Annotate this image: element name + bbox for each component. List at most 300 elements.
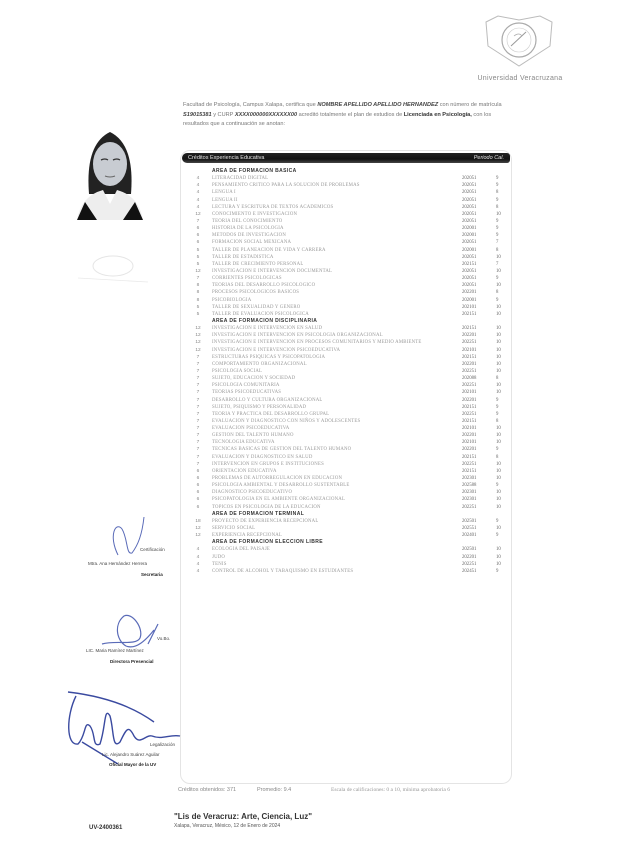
course-name: TALLER DE ESTADISTICA: [212, 254, 274, 260]
course-period: 202201: [462, 554, 477, 560]
course-period: 202051: [462, 283, 477, 289]
area-heading: AREA DE FORMACION TERMINAL: [212, 510, 305, 517]
course-grade: 10: [496, 333, 501, 339]
course-credits: 4: [196, 190, 200, 196]
course-name: TECNICAS BASICAS DE GESTION DEL TALENTO HUMANO: [212, 447, 352, 453]
course-credits: 7: [196, 461, 200, 467]
course-name: PSICOPATOLOGIA EN EL AMBIENTE ORGANIZACIONAL: [212, 497, 346, 503]
course-name: INVESTIGACION E INTERVENCION EN PSICOLOGIA ORGANIZACIONAL: [212, 333, 383, 339]
course-name: TECNOLOGIA EDUCATIVA: [212, 440, 275, 446]
course-period: 202401: [462, 533, 477, 539]
course-row: [190, 561, 506, 568]
course-row: [190, 254, 506, 261]
course-name: GESTION DEL TALENTO HUMANO: [212, 433, 294, 439]
course-grade: 9: [496, 276, 499, 282]
course-credits: 7: [196, 418, 200, 424]
course-row: [190, 325, 506, 332]
course-row: [190, 496, 506, 503]
course-credits: 7: [196, 218, 200, 224]
course-row: [190, 268, 506, 275]
course-grade: 10: [496, 526, 501, 532]
signature-role: Legalización: [150, 742, 176, 747]
course-name: LECTURA Y ESCRITURA DE TEXTOS ACADEMICOS: [212, 204, 334, 210]
course-credits: 5: [196, 247, 200, 253]
course-name: PSICOLOGIA COMUNITARIA: [212, 383, 280, 389]
course-credits: 6: [196, 504, 200, 510]
course-row: [190, 411, 506, 418]
course-grade: 9: [496, 397, 499, 403]
course-period: 202051: [462, 211, 477, 217]
course-row: [190, 332, 506, 339]
course-row: [190, 404, 506, 411]
course-credits: 4: [196, 204, 200, 210]
intro-text: con los resultados que a continuación se anotan:: [183, 111, 492, 127]
course-credits: 12: [195, 211, 201, 217]
course-name: TALLER DE CRECIMIENTO PERSONAL: [212, 261, 304, 267]
area-heading: AREA DE FORMACION DISCIPLINARIA: [212, 317, 318, 324]
course-grade: 8: [496, 247, 499, 253]
university-motto: "Lis de Veracruz: Arte, Ciencia, Luz": [174, 812, 312, 821]
course-row: [190, 347, 506, 354]
course-credits: 8: [196, 290, 200, 296]
course-credits: 8: [196, 283, 200, 289]
signer-title: Secretaria: [141, 572, 163, 577]
course-row: [190, 375, 506, 382]
course-period: 202051: [462, 240, 477, 246]
course-grade: 9: [496, 183, 499, 189]
student-matricula: S19015381: [183, 111, 212, 118]
intro-text: acreditó totalmente el plan de estudios de: [298, 111, 403, 118]
course-credits: 12: [195, 340, 201, 346]
course-credits: 5: [196, 254, 200, 260]
course-credits: 12: [195, 333, 201, 339]
grade-average: Promedio: 9.4: [257, 787, 292, 793]
course-credits: 6: [196, 233, 200, 239]
course-period: 202201: [462, 433, 477, 439]
course-row: [190, 282, 506, 289]
course-period: 202251: [462, 368, 477, 374]
course-row: [190, 389, 506, 396]
course-grade: 9: [496, 518, 499, 524]
course-period: 202201: [462, 397, 477, 403]
course-grade: 10: [496, 426, 501, 432]
student-name: NOMBRE APELLIDO APELLIDO HERNANDEZ: [317, 102, 439, 108]
course-credits: 12: [195, 326, 201, 332]
course-row: [190, 361, 506, 368]
course-credits: 6: [196, 490, 200, 496]
course-name: SERVICIO SOCIAL: [212, 526, 256, 532]
course-period: 202151: [462, 311, 477, 317]
course-credits: 18: [195, 518, 201, 524]
course-row: [190, 232, 506, 239]
course-period: 202451: [462, 568, 477, 574]
course-credits: 4: [196, 561, 200, 567]
course-grade: 10: [496, 268, 501, 274]
course-row: [190, 275, 506, 282]
course-credits: 5: [196, 261, 200, 267]
course-period: 202151: [462, 418, 477, 424]
course-name: LENGUA I: [212, 190, 236, 196]
university-name: Universidad Veracruzana: [477, 75, 563, 82]
course-period: 202101: [462, 347, 477, 353]
course-row: [190, 211, 506, 218]
course-period: 202301: [462, 497, 477, 503]
course-period: 202051: [462, 183, 477, 189]
course-credits: 7: [196, 368, 200, 374]
credits-obtained: Créditos obtenidos: 371: [178, 787, 237, 793]
course-grade: 10: [496, 561, 501, 567]
course-period: 202201: [462, 447, 477, 453]
area-heading-row: [190, 168, 506, 175]
course-credits: 12: [195, 526, 201, 532]
course-period: 202101: [462, 426, 477, 432]
course-name: SUJETO, PSIQUISMO Y PERSONALIDAD: [212, 404, 307, 410]
course-name: ECOLOGIA DEL PAISAJE: [212, 547, 271, 553]
header-credits-course: Créditos Experiencia Educativa: [188, 155, 265, 161]
course-grade: 9: [496, 411, 499, 417]
course-name: HISTORIA DE LA PSICOLOGIA: [212, 226, 284, 232]
course-period: 202051: [462, 276, 477, 282]
course-credits: 6: [196, 476, 200, 482]
signer-title: Oficial Mayor de la UV: [109, 762, 157, 767]
course-grade: 10: [496, 361, 501, 367]
course-grade: 8: [496, 204, 499, 210]
intro-text: Facultad de Psicología, Campus Xalapa, certifica que: [183, 102, 316, 108]
course-period: 202151: [462, 326, 477, 332]
course-period: 202151: [462, 404, 477, 410]
course-name: TALLER DE SEXUALIDAD Y GENERO: [212, 304, 301, 310]
course-name: SUJETO, EDUCACION Y SOCIEDAD: [212, 376, 296, 382]
course-row: [190, 239, 506, 246]
student-curp: XXXX000000XXXXXX00: [234, 111, 298, 118]
course-credits: 7: [196, 361, 200, 367]
intro-text: y CURP: [213, 111, 234, 118]
area-heading-row: [190, 511, 506, 518]
course-name: INVESTIGACION E INTERVENCION EN SALUD: [212, 326, 323, 332]
course-name: INVESTIGACION E INTERVENCION PSICOEDUCATIVA: [212, 347, 341, 353]
course-grade: 10: [496, 504, 501, 510]
course-name: TENIS: [212, 561, 227, 567]
course-name: PROCESOS PSICOLOGICOS BASICOS: [212, 290, 300, 296]
course-period: 202251: [462, 383, 477, 389]
course-grade: 10: [496, 490, 501, 496]
course-row: [190, 175, 506, 182]
course-period: 202051: [462, 190, 477, 196]
course-name: EVALUACION Y DIAGNOSTICO EN SALUD: [212, 454, 313, 460]
course-grade: 10: [496, 433, 501, 439]
course-credits: 7: [196, 354, 200, 360]
course-credits: 12: [195, 268, 201, 274]
course-grade: 7: [496, 240, 499, 246]
signature-directora: [96, 610, 166, 652]
course-period: 202501: [462, 547, 477, 553]
course-grade: 9: [496, 483, 499, 489]
course-name: METODOS DE INVESTIGACION: [212, 233, 286, 239]
course-row: [190, 382, 506, 389]
course-row: [190, 182, 506, 189]
course-period: 202001: [462, 233, 477, 239]
course-row: [190, 304, 506, 311]
course-grade: 10: [496, 383, 501, 389]
area-heading-row: [190, 318, 506, 325]
area-heading: AREA DE FORMACION BASICA: [212, 168, 297, 174]
course-row: [190, 432, 506, 439]
course-row: [190, 489, 506, 496]
course-name: INVESTIGACION E INTERVENCION DOCUMENTAL: [212, 268, 333, 274]
course-period: 202088: [462, 376, 477, 382]
course-credits: 4: [196, 547, 200, 553]
course-period: 202251: [462, 411, 477, 417]
signer-name: Mtra. Ana Hernández Herrera: [88, 561, 148, 566]
course-name: COMPORTAMIENTO ORGANIZACIONAL: [212, 361, 307, 367]
course-name: INTERVENCION EN GRUPOS E INSTITUCIONES: [212, 461, 324, 467]
course-grade: 9: [496, 233, 499, 239]
course-name: DESARROLLO Y CULTURA ORGANIZACIONAL: [212, 397, 323, 403]
course-grade: 10: [496, 461, 501, 467]
course-row: [190, 189, 506, 196]
course-credits: 6: [196, 497, 200, 503]
course-grade: 10: [496, 354, 501, 360]
course-period: 202301: [462, 476, 477, 482]
course-row: [190, 475, 506, 482]
course-credits: 6: [196, 240, 200, 246]
course-grade: 10: [496, 547, 501, 553]
course-grade: 10: [496, 304, 501, 310]
course-credits: 5: [196, 304, 200, 310]
course-credits: 7: [196, 390, 200, 396]
course-period: 202588: [462, 483, 477, 489]
course-row: [190, 482, 506, 489]
course-period: 202551: [462, 526, 477, 532]
course-period: 202051: [462, 197, 477, 203]
course-name: EVALUACION Y DIAGNOSTICO CON NIÑOS Y ADOLESCENTES: [212, 418, 361, 424]
course-name: FORMACION SOCIAL MEXICANA: [212, 240, 292, 246]
course-credits: 4: [196, 197, 200, 203]
course-row: [190, 204, 506, 211]
course-grade: 9: [496, 218, 499, 224]
area-heading: AREA DE FORMACION ELECCION LIBRE: [212, 539, 323, 546]
signer-name: Lic. Alejandro Suárez Aguilar: [102, 752, 160, 757]
course-credits: 7: [196, 383, 200, 389]
course-credits: 4: [196, 183, 200, 189]
course-credits: 7: [196, 397, 200, 403]
course-name: TALLER DE EVALUACION PSICOLOGICA: [212, 311, 309, 317]
course-name: CONOCIMIENTO E INVESTIGACION: [212, 211, 298, 217]
course-period: 202251: [462, 461, 477, 467]
course-grade: 10: [496, 476, 501, 482]
course-period: 202201: [462, 361, 477, 367]
course-period: 202501: [462, 518, 477, 524]
course-grade: 10: [496, 390, 501, 396]
course-row: [190, 354, 506, 361]
course-grade: 8: [496, 190, 499, 196]
course-period: 202101: [462, 440, 477, 446]
course-row: [190, 339, 506, 346]
course-row: [190, 425, 506, 432]
course-grade: 8: [496, 454, 499, 460]
header-period-grade: Periodo Cal.: [473, 155, 504, 161]
course-grade: 10: [496, 468, 501, 474]
course-row: [190, 525, 506, 532]
course-credits: 7: [196, 376, 200, 382]
course-credits: 5: [196, 311, 200, 317]
course-credits: 12: [195, 347, 201, 353]
course-name: TOPICOS EN PSICOLOGIA DE LA EDUCACION: [212, 504, 321, 510]
course-name: ESTRUCTURAS PSIQUICAS Y PSICOPATOLOGIA: [212, 354, 326, 360]
course-row: [190, 261, 506, 268]
course-row: [190, 297, 506, 304]
course-period: 202101: [462, 304, 477, 310]
course-grade: 10: [496, 554, 501, 560]
course-credits: 7: [196, 433, 200, 439]
course-name: LITERACIDAD DIGITAL: [212, 176, 269, 182]
course-name: TEORIAS DEL DESARROLLO PSICOLOGICO: [212, 283, 316, 289]
course-grade: 10: [496, 254, 501, 260]
course-grade: 9: [496, 568, 499, 574]
course-name: TALLER DE PLANEACION DE VIDA Y CARRERA: [212, 247, 326, 253]
course-name: EVALUACION PSICOEDUCATIVA: [212, 426, 290, 432]
course-credits: 7: [196, 411, 200, 417]
course-row: [190, 554, 506, 561]
course-credits: 4: [196, 568, 200, 574]
course-period: 202251: [462, 340, 477, 346]
course-period: 202101: [462, 390, 477, 396]
course-credits: 7: [196, 276, 200, 282]
course-row: [190, 439, 506, 446]
course-credits: 7: [196, 404, 200, 410]
course-row: [190, 311, 506, 318]
course-row: [190, 504, 506, 511]
course-period: 202151: [462, 261, 477, 267]
course-name: TEORIA DEL CONOCIMIENTO: [212, 218, 283, 224]
signature-secretaria: [108, 515, 158, 559]
course-period: 202001: [462, 226, 477, 232]
course-grade: 10: [496, 283, 501, 289]
course-grade: 10: [496, 368, 501, 374]
course-period: 202051: [462, 204, 477, 210]
course-grade: 9: [496, 297, 499, 303]
course-period: 202051: [462, 268, 477, 274]
intro-text: con número de matrícula: [439, 102, 502, 108]
course-name: PSICOBIOLOGIA: [212, 297, 252, 303]
course-credits: 6: [196, 226, 200, 232]
course-credits: 6: [196, 483, 200, 489]
course-row: [190, 289, 506, 296]
degree-name: Licenciada en Psicología,: [403, 111, 472, 118]
course-name: ORIENTACION EDUCATIVA: [212, 468, 277, 474]
course-name: TEORIAS PSICOEDUCATIVAS: [212, 390, 282, 396]
course-name: PSICOLOGIA SOCIAL: [212, 368, 263, 374]
student-photo: [67, 124, 153, 220]
course-name: PSICOLOGIA AMBIENTAL Y DESARROLLO SUSTENTABLE: [212, 483, 350, 489]
course-name: PROBLEMAS DE AUTORREGULACION EN EDUCACION: [212, 476, 343, 482]
course-row: [190, 197, 506, 204]
course-grade: 10: [496, 326, 501, 332]
course-row: [190, 218, 506, 225]
course-period: 202251: [462, 561, 477, 567]
faded-stamp: [78, 248, 148, 284]
course-row: [190, 568, 506, 575]
course-grade: 9: [496, 226, 499, 232]
course-row: [190, 518, 506, 525]
course-row: [190, 225, 506, 232]
course-row: [190, 397, 506, 404]
course-grade: 9: [496, 533, 499, 539]
course-grade: 9: [496, 197, 499, 203]
course-name: EXPERIENCIA RECEPCIONAL: [212, 533, 283, 539]
table-header: [182, 153, 510, 163]
course-period: 202051: [462, 254, 477, 260]
course-grade: 10: [496, 497, 501, 503]
course-grade: 8: [496, 376, 499, 382]
course-credits: 7: [196, 447, 200, 453]
course-period: 202151: [462, 354, 477, 360]
course-row: [190, 468, 506, 475]
course-row: [190, 418, 506, 425]
course-grade: 9: [496, 447, 499, 453]
course-grade: 10: [496, 440, 501, 446]
course-credits: 8: [196, 297, 200, 303]
grades-table-body: [190, 168, 506, 575]
course-credits: 7: [196, 454, 200, 460]
course-credits: 7: [196, 440, 200, 446]
area-heading-row: [190, 539, 506, 546]
course-period: 202301: [462, 490, 477, 496]
course-period: 202201: [462, 290, 477, 296]
course-grade: 10: [496, 211, 501, 217]
course-period: 202001: [462, 247, 477, 253]
course-period: 202051: [462, 176, 477, 182]
course-name: INVESTIGACION E INTERVENCION EN PROCESOS COMUNITARIOS Y MEDIO AMBIENTE: [212, 340, 422, 346]
university-seal-logo: [478, 12, 560, 68]
course-credits: 6: [196, 468, 200, 474]
course-grade: 9: [496, 176, 499, 182]
course-credits: 4: [196, 554, 200, 560]
course-credits: 4: [196, 176, 200, 182]
course-name: PROYECTO DE EXPERIENCIA RECEPCIONAL: [212, 518, 319, 524]
certification-statement: [183, 101, 511, 130]
course-grade: 10: [496, 347, 501, 353]
course-grade: 10: [496, 340, 501, 346]
document-folio: UV-2400361: [89, 825, 123, 831]
course-grade: 10: [496, 311, 501, 317]
course-name: CORRIENTES PSICOLOGICAS: [212, 276, 282, 282]
course-period: 202201: [462, 333, 477, 339]
course-name: PENSAMIENTO CRITICO PARA LA SOLUCION DE PROBLEMAS: [212, 183, 360, 189]
course-period: 202001: [462, 297, 477, 303]
course-period: 202051: [462, 218, 477, 224]
course-name: LENGUA II: [212, 197, 238, 203]
course-row: [190, 546, 506, 553]
course-name: JUDO: [212, 554, 226, 560]
course-grade: 8: [496, 418, 499, 424]
course-name: TEORIA Y PRACTICA DEL DESARROLLO GRUPAL: [212, 411, 330, 417]
place-and-date: Xalapa, Veracruz, México, 12 de Enero de 2024: [174, 823, 281, 829]
course-credits: 12: [195, 533, 201, 539]
course-row: [190, 461, 506, 468]
course-name: CONTROL DE ALCOHOL Y TABAQUISMO EN ESTUDIANTES: [212, 568, 354, 574]
course-grade: 8: [496, 290, 499, 296]
course-period: 202151: [462, 454, 477, 460]
signer-name: LIC. Maria Ramírez Martínez: [86, 648, 144, 653]
grading-scale: Escala de calificaciones: 0 a 10, mínima aprobatoria 6: [331, 787, 450, 793]
course-name: DIAGNOSTICO PSICOEDUCATIVO: [212, 490, 293, 496]
course-period: 202151: [462, 468, 477, 474]
course-row: [190, 532, 506, 539]
course-grade: 9: [496, 404, 499, 410]
course-row: [190, 446, 506, 453]
course-grade: 7: [496, 261, 499, 267]
